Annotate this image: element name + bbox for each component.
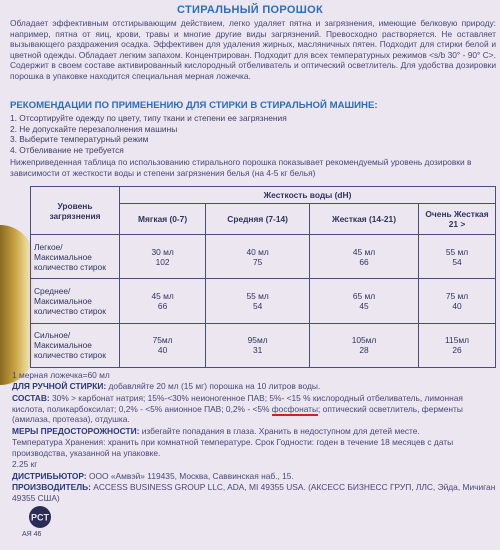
column-header-very-hard: Очень Жесткая 21 > bbox=[419, 204, 496, 235]
row-label: Сильное/ Максимальное количество стирок bbox=[31, 323, 120, 367]
table-row bbox=[31, 279, 496, 323]
wash-count: 28 bbox=[359, 345, 369, 356]
table-intro: Нижеприведенная таблица по использованию стирального порошка показывает рекомендуемый уровень дозировки в зависимости от жесткости воды и степени загрязнения белья (на 4-5 кг белья) bbox=[10, 157, 472, 178]
wash-count: 45 bbox=[359, 301, 369, 312]
table-cell bbox=[310, 323, 419, 367]
table-cell bbox=[419, 323, 496, 367]
table-row bbox=[31, 235, 496, 279]
dose-value: 55 мл bbox=[246, 291, 269, 302]
dose-value: 45 мл bbox=[352, 246, 376, 257]
producer-text: ACCESS BUSINESS GROUP LLC, ADA, MI 49355 USA. (АКСЕСС БИЗНЕСС ГРУП, ЛЛС, Эйда, Мичиган 49355 США) bbox=[12, 482, 496, 503]
list-item: 1. Отсортируйте одежду по цвету, типу ткани и степени ее загрязнения bbox=[10, 113, 287, 123]
list-item: 3. Выберите температурный режим bbox=[10, 134, 149, 144]
row-label: Среднее/ Максимальное количество стирок bbox=[31, 279, 120, 323]
recommendations-list bbox=[10, 113, 496, 155]
dose-value: 95мл bbox=[247, 335, 268, 346]
dose-value: 65 мл bbox=[352, 291, 376, 302]
table-cell bbox=[310, 279, 419, 323]
product-description: Обладает эффективным отстирывающим действием, легко удаляет пятна и загрязнения, имеющие белковую природу: например, пятна от яиц, крови, травы и многие другие виды загрязнений. Превосходно растворяется. Не оставляет вызывающего раздражения осадка. Эффективен для удаления жирных, масляничных пятен. Подходит для стирки белой и цветной одежды. Обладает легким запахом. Концентрирован. Подходит для всех температурных режимов <s/b 30° - 90° C>. Содержит в своем составе активированный кислородный отбеливатель и оптический осветлитель. Для удобства дозировки порошка в упаковке находится специальная мерная ложечка. bbox=[10, 18, 496, 81]
row-label: Легкое/ Максимальное количество стирок bbox=[31, 235, 120, 279]
distributor-text: ООО «Амвэй» 119435, Москва, Саввинская наб., 15. bbox=[86, 471, 294, 481]
distributor-section bbox=[12, 471, 496, 482]
table-cell bbox=[419, 235, 496, 279]
column-header-hard: Жесткая (14-21) bbox=[310, 204, 419, 235]
table-cell bbox=[120, 279, 206, 323]
precautions-section bbox=[12, 426, 496, 437]
wash-count: 40 bbox=[157, 345, 168, 356]
composition-label: СОСТАВ: bbox=[12, 393, 50, 403]
corner-header: Уровень загрязнения bbox=[31, 187, 120, 235]
table-cell bbox=[120, 323, 206, 367]
wash-count: 54 bbox=[252, 301, 263, 312]
composition-section bbox=[12, 393, 496, 425]
product-title: СТИРАЛЬНЫЙ ПОРОШОК bbox=[177, 4, 323, 16]
column-header-medium: Средняя (7-14) bbox=[206, 204, 310, 235]
wash-count: 75 bbox=[252, 256, 263, 267]
table-cell bbox=[120, 235, 206, 279]
table-cell bbox=[206, 323, 310, 367]
water-hardness-header: Жесткость воды (dH) bbox=[120, 187, 496, 204]
precautions-text: избегайте попадания в глаза. Хранить в недоступном для детей месте. bbox=[139, 426, 420, 436]
net-weight: 2.25 кг bbox=[12, 459, 38, 469]
storage-info: Температура Хранения: хранить при комнатной температуре. Срок Годности: годен в течение 18 месяцев с даты производства, указанной на упаковке. bbox=[12, 437, 454, 458]
list-item: 4. Отбеливание не требуется bbox=[10, 144, 124, 155]
composition-text-end: ; оптический осветлитель, ферменты (амилаза, протеаза), отдушка. bbox=[12, 403, 463, 424]
recommendations-heading: РЕКОМЕНДАЦИИ ПО ПРИМЕНЕНИЮ ДЛЯ СТИРКИ В СТИРАЛЬНОЙ МАШИНЕ: bbox=[10, 100, 378, 111]
dose-value: 30 мл bbox=[151, 246, 174, 257]
wash-count: 26 bbox=[452, 345, 462, 356]
precautions-label: МЕРЫ ПРЕДОСТОРОЖНОСТИ: bbox=[12, 426, 140, 436]
wash-count: 66 bbox=[157, 301, 168, 312]
dose-value: 115мл bbox=[445, 335, 469, 346]
wash-count: 102 bbox=[155, 256, 170, 267]
cert-logo-text: PCT bbox=[31, 512, 49, 523]
phosphonates-highlight: фосфонаты bbox=[271, 403, 319, 414]
wash-count: 40 bbox=[452, 301, 462, 312]
certification-logo-icon bbox=[28, 505, 52, 529]
hand-wash-label: ДЛЯ РУЧНОЙ СТИРКИ: bbox=[12, 381, 107, 391]
wash-count: 31 bbox=[252, 345, 263, 356]
spoon-footnote: 1 мерная ложечка=60 мл bbox=[12, 370, 110, 380]
table-cell bbox=[206, 279, 310, 323]
table-cell bbox=[206, 235, 310, 279]
certification-code: AЯ 46 bbox=[22, 531, 42, 538]
producer-section bbox=[12, 482, 496, 503]
dose-value: 55 мл bbox=[445, 246, 469, 257]
list-item: 2. Не допускайте перезаполнения машины bbox=[10, 123, 178, 134]
table-cell bbox=[419, 279, 496, 323]
table-cell bbox=[310, 235, 419, 279]
dose-value: 40 мл bbox=[246, 246, 269, 257]
producer-label: ПРОИЗВОДИТЕЛЬ: bbox=[12, 482, 91, 492]
dose-value: 45 мл bbox=[151, 291, 174, 302]
dosage-table bbox=[30, 186, 496, 368]
dose-value: 75мл bbox=[152, 335, 173, 346]
distributor-label: ДИСТРИБЬЮТОР: bbox=[12, 471, 87, 481]
composition-text: 30% > карбонат натрия; 15%-<30% неионогенное ПАВ; 5%- <15 % кислородный отбеливатель, лимонная кислота, поликарбоксилат; 0,2% - <5% анионное ПАВ; 0,2% - <5% bbox=[12, 393, 463, 414]
dose-value: 105мл bbox=[351, 335, 377, 346]
wash-count: 54 bbox=[452, 256, 462, 267]
dose-value: 75 мл bbox=[445, 291, 469, 302]
wash-count: 66 bbox=[359, 256, 369, 267]
hand-wash-text: добавляйте 20 мл (15 мг) порошка на 10 литров воды. bbox=[106, 381, 321, 391]
column-header-soft: Мягкая (0-7) bbox=[120, 204, 206, 235]
table-row bbox=[31, 323, 496, 367]
hand-wash-section bbox=[12, 381, 496, 392]
